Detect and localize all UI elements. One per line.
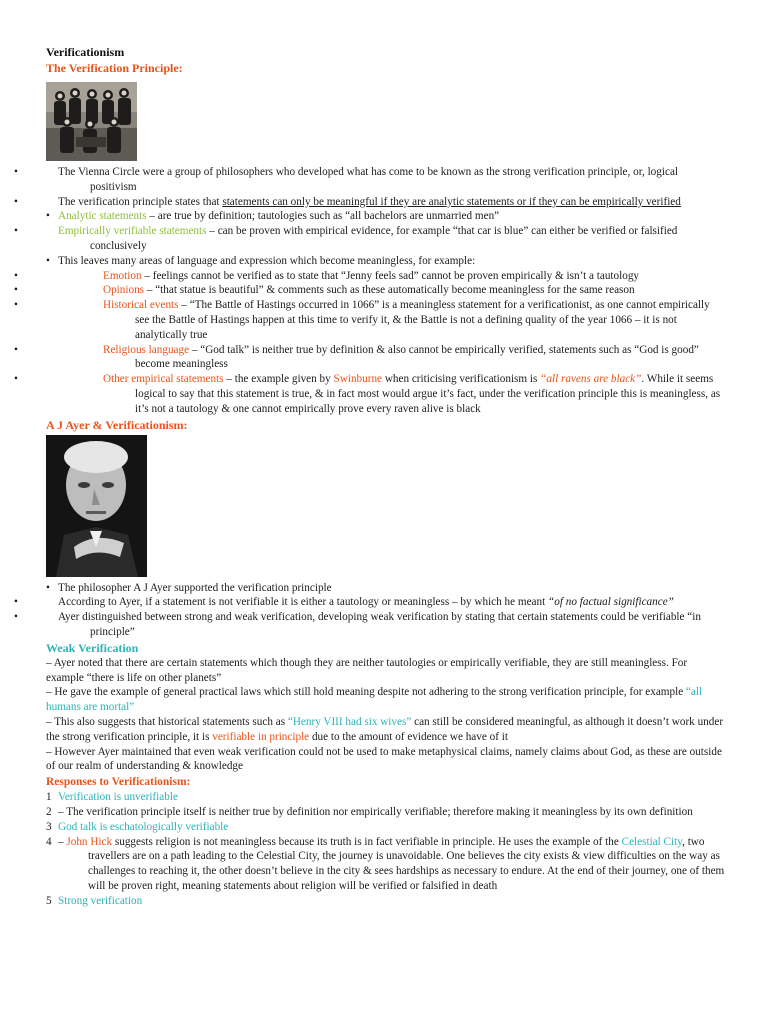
responses-list [46, 790, 726, 908]
section-heading-verification-principle: The Verification Principle: [46, 61, 183, 75]
bullet-vienna-circle: • The Vienna Circle were a group of philosophers who developed what has come to be known as the strong verification principle, or, logical positivism [46, 165, 726, 195]
bullet-religious-language: • Religious language – “God talk” is neither true by definition & also cannot be empirically verified, statements such as “God is good” become meaningless [46, 343, 726, 373]
section-heading-weak-verification: Weak Verification [46, 640, 139, 655]
bullet-ayer-supported: • The philosopher A J Ayer supported the verification principle [46, 581, 726, 596]
verification-principle-bullets [46, 165, 726, 417]
weak-paragraph-4: – However Ayer maintained that even weak verification could not be used to make metaphysical claims, namely claims about God, as these are outside of our realm of understanding & knowledge [46, 745, 722, 773]
bullet-meaningless-areas: • This leaves many areas of language and expression which become meaningless, for example: [46, 254, 726, 269]
bullet-verification-principle: • The verification principle states that statements can only be meaningful if they are analytic statements or if they can be empirically verified [46, 195, 726, 210]
bullet-ayer-meaningless: • According to Ayer, if a statement is not verifiable it is either a tautology or meaningless – by which he meant “of no factual significance” [46, 595, 726, 610]
bullet-analytic-statements: • Analytic statements – are true by definition; tautologies such as “all bachelors are unmarried men” [46, 209, 726, 224]
weak-paragraph-2: – He gave the example of general practical laws which still hold meaning despite not adhering to the strong verification principle, for example “all humans are mortal” [46, 686, 703, 714]
bullet-emotion: • Emotion – feelings cannot be verified as to state that “Jenny feels sad” cannot be proven empirically & isn’t a tautology [46, 269, 726, 284]
response-item-3: 3 God talk is eschatologically verifiable [46, 820, 229, 833]
document-title: Verificationism [46, 45, 125, 59]
response-item-5: 5 Strong verification [46, 894, 143, 907]
response-item-2: 2 – The verification principle itself is neither true by definition nor empirically verifiable; therefore making it meaningless by its own definition [46, 805, 693, 818]
ayer-bullets [46, 581, 726, 640]
weak-paragraph-3: – This also suggests that historical statements such as “Henry VIII had six wives” can still be considered meaningful, as although it doesn’t work under the strong verification principle, it is verifiable in principle due to the amount of evidence we have of it [46, 715, 724, 743]
response-item-4: 4 – John Hick suggests religion is not meaningless because its truth is in fact verifiable in principle. He uses the example of the Celestial City, two travellers are on a path leading to the Celestial City, the journey is unavoidable. One believes the city exists & view difficulties on the way as challenges to reaching it, the other doesn’t believe in the city & sees hardships as necessary to endure. At the end of their journey, one of them will be proven right, meaning statements about religion will be verified or falsified in death [46, 835, 725, 892]
bullet-historical-events: • Historical events – “The Battle of Hastings occurred in 1066” is a meaningless statement for a verificationist, as one cannot empirically see the Battle of Hastings happen at this time to verify it, & the Battle is not a defining quality of the year 1066 – it is not analytically true [46, 298, 726, 342]
bullet-other-empirical: • Other empirical statements – the example given by Swinburne when criticising verificationism is “all ravens are black”. While it seems logical to say that this statement is true, & in fact most would argue it’s fact, under the verification principle this is meaningless, as it’s not a tautology & one cannot empirically prove every raven alive is black [46, 372, 726, 416]
section-heading-ayer: A J Ayer & Verificationism: [46, 417, 188, 432]
ayer-portrait-photo [46, 435, 147, 577]
response-item-1: 1 Verification is unverifiable [46, 791, 178, 804]
bullet-opinions: • Opinions – “that statue is beautiful” & comments such as these automatically become meaningless for the same reason [46, 283, 726, 298]
vienna-circle-photo [46, 82, 137, 161]
document-page [46, 44, 726, 908]
bullet-empirical-statements: • Empirically verifiable statements – can be proven with empirical evidence, for example “that car is blue” can either be verified or falsified conclusively [46, 224, 726, 254]
bullet-ayer-weak-strong: • Ayer distinguished between strong and weak verification, developing weak verification by stating that certain statements could be verifiable “in principle” [46, 610, 726, 640]
section-heading-responses: Responses to Verificationism: [46, 776, 191, 789]
weak-paragraph-1: – Ayer noted that there are certain statements which though they are neither tautologies or empirically verifiable, they are still meaningless. For example “there is life on other planets” [46, 656, 688, 684]
